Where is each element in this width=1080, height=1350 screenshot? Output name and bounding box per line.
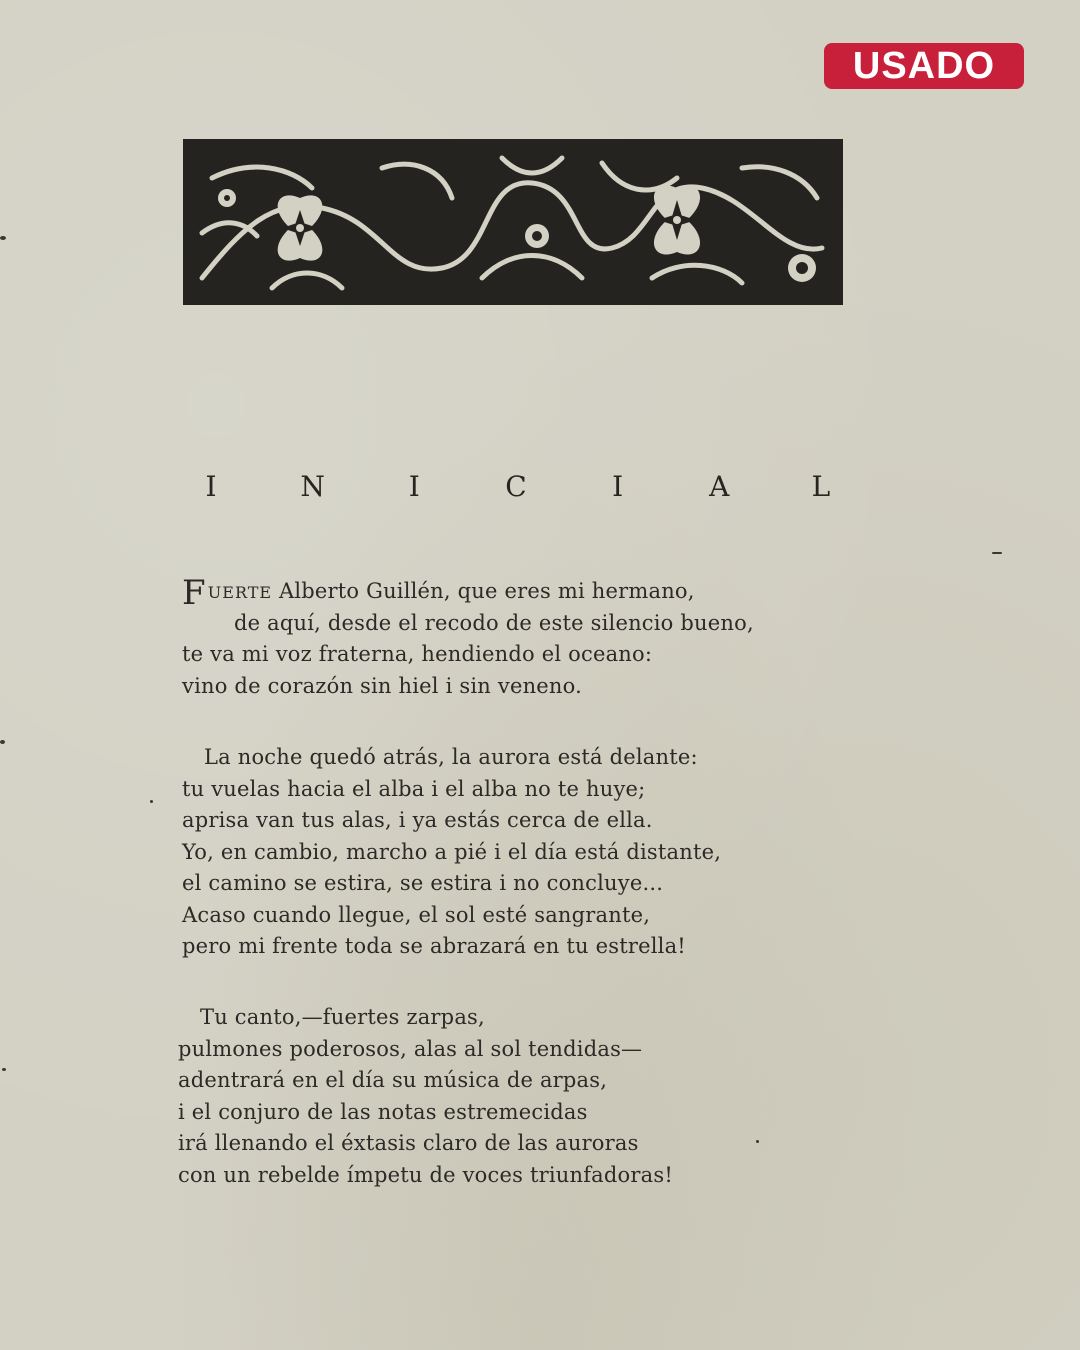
title-letter: I [408, 470, 420, 503]
title-letter: L [811, 470, 831, 503]
poem-line: el camino se estira, se estira i no concluye... [182, 871, 664, 895]
title-letter: C [505, 470, 527, 503]
paper-speck [2, 1068, 6, 1071]
title-letter: I [205, 470, 217, 503]
poem-line: pulmones poderosos, alas al sol tendidas— [178, 1036, 643, 1061]
poem-line: vino de corazón sin hiel i sin veneno. [182, 673, 582, 698]
drop-cap: F [182, 573, 206, 613]
paper-speck [756, 1140, 759, 1143]
poem-line [182, 573, 822, 613]
poem-line: te va mi voz fraterna, hendiendo el oceano: [182, 642, 653, 666]
paper-speck [150, 800, 153, 803]
poem-line: i el conjuro de las notas estremecidas [178, 1099, 588, 1124]
small-caps-word: UERTE [207, 583, 273, 602]
poem-line: Yo, en cambio, marcho a pié i el día está distante, [182, 839, 722, 864]
poem-line: adentrará en el día su música de arpas, [178, 1068, 608, 1092]
poem-line: Tu canto,—fuertes zarpas, [200, 1005, 485, 1029]
poem-line: de aquí, desde el recodo de este silencio bueno, [234, 610, 754, 635]
poem-line: Acaso cuando llegue, el sol esté sangrante, [182, 902, 651, 927]
poem-title [196, 470, 836, 503]
decorative-header-ornament [182, 138, 844, 306]
stanza-2 [182, 742, 822, 963]
poem-line: con un rebelde ímpetu de voces triunfadoras! [178, 1162, 673, 1187]
paper-speck [0, 740, 5, 744]
poem-line: La noche quedó atrás, la aurora está delante: [204, 745, 698, 769]
title-letter: N [300, 470, 325, 503]
title-letter: A [709, 470, 730, 503]
paper-speck [0, 236, 6, 240]
poem-line: tu vuelas hacia el alba i el alba no te huye; [182, 776, 646, 801]
line-text: Alberto Guillén, que eres mi hermano, [272, 579, 695, 603]
paper-speck [992, 552, 1002, 554]
poem-line: irá llenando el éxtasis claro de las auroras [178, 1131, 639, 1155]
used-badge: USADO [824, 43, 1024, 89]
poem-line: pero mi frente toda se abrazará en tu estrella! [182, 934, 686, 958]
poem-line: aprisa van tus alas, i ya estás cerca de ella. [182, 808, 653, 832]
title-letter: I [612, 470, 624, 503]
stanza-3 [178, 1002, 818, 1191]
stanza-1 [182, 573, 822, 702]
